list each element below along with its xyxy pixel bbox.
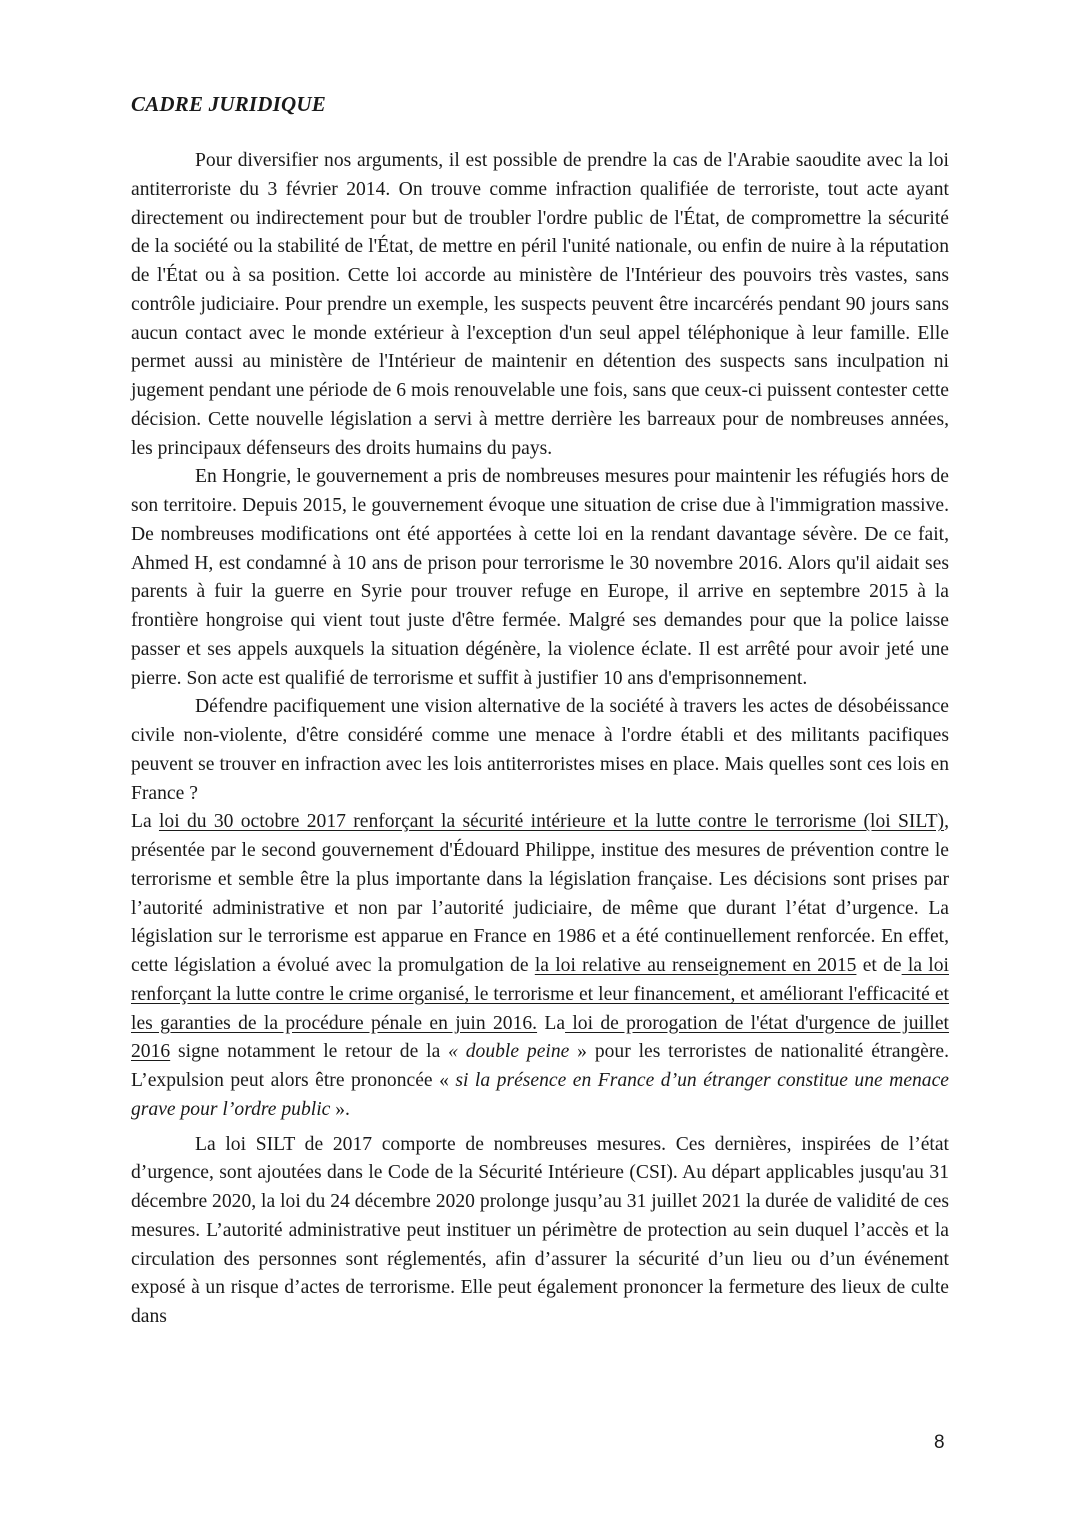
document-body [131, 147, 949, 1332]
quote-double-peine: « double peine [448, 1041, 570, 1063]
page-number: 8 [934, 1432, 945, 1453]
text-segment: ». [330, 1098, 350, 1120]
paragraph-hungary: En Hongrie, le gouvernement a pris de nombreuses mesures pour maintenir les réfugiés hors de son territoire. Depuis 2015, le gouvernement évoque une situation de crise due à l'immigration massive. De nombreuses modifications ont été apportées à cette loi en la rendant davantage sévère. De ce fait, Ahmed H, est condamné à 10 ans de prison pour terrorisme le 30 novembre 2016. Alors qu'il aidait ses parents à fuir la guerre en Syrie pour trouver refuge en Europe, il arrive en septembre 2015 à la frontière hongroise qui vient tout juste d'être fermée. Malgré ses demandes pour que la police laisse passer et ses appels auxquels la situation dégénère, la violence éclate. Il est arrêté pour avoir jeté une pierre. Son acte est qualifié de terrorisme et suffit à justifier 10 ans d'emprisonnement. [131, 466, 949, 689]
law-link-silt-2017[interactable]: loi du 30 octobre 2017 renforçant la sécurité intérieure et la lutte contre le terrorisme (loi SILT) [158, 811, 945, 833]
section-heading: CADRE JURIDIQUE [131, 92, 326, 116]
law-link-crime-organise-2016[interactable]: la loi renforçant la lutte contre le crime organisé, le terrorisme et leur financement, et améliorant l'efficacité et les garanties de la procédure pénale en juin 2016. [131, 955, 949, 1034]
text-segment: , présentée par le second gouvernement d'Édouard Philippe, institue des mesures de prévention contre le terrorisme et semble être la plus importante dans la législation française. Les décisions sont prises par l’autorité administrative et non par l’autorité judiciaire, de même que durant l’état d’urgence. La législation sur le terrorisme est apparue en France en 1986 et a été continuellement renforcée. En effet, cette législation a évolué avec la promulgation de [131, 811, 949, 976]
quote-expulsion: si la présence en France d’un étranger constitue une menace grave pour l’ordre public [131, 1070, 950, 1120]
paragraph-saudi-arabia: Pour diversifier nos arguments, il est possible de prendre la cas de l'Arabie saoudite avec la loi antiterroriste du 3 février 2014. On trouve comme infraction qualifiée de terroriste, tout acte ayant directement ou indirectement pour but de troubler l'ordre public de l'État, de compromettre la sécurité de la société ou la stabilité de l'État, de mettre en péril l'unité nationale, ou enfin de nuire à la réputation de l'État ou à sa position. Cette loi accorde au ministère de l'Intérieur des pouvoirs très vastes, sans contrôle judiciaire. Pour prendre un exemple, les suspects peuvent être incarcérés pendant 90 jours sans aucun contact avec le monde extérieur à l'exception d'un seul appel téléphonique à leur famille. Elle permet aussi au ministère de l'Intérieur de maintenir en détention des suspects sans inculpation ni jugement pendant une période de 6 mois renouvelable une fois, sans que ceux-ci puissent contester cette décision. Cette nouvelle législation a servi à mettre derrière les barreaux pour de nombreuses années, les principaux défenseurs des droits humains du pays. [131, 150, 949, 459]
law-link-renseignement-2015[interactable]: la loi relative au renseignement en 2015 [534, 955, 857, 976]
paragraph-france-laws [131, 808, 949, 1124]
paragraph-nonviolent-disobedience: Défendre pacifiquement une vision alternative de la société à travers les actes de désobéissance civile non-violente, d'être considéré comme une menace à l'ordre établi et des militants pacifiques peuvent se trouver en infraction avec les lois antiterroristes mises en place. Mais quelles sont ces lois en France ? [131, 696, 949, 804]
text-segment: La [537, 1012, 566, 1034]
law-link-etat-urgence-2016[interactable]: loi de prorogation de l'état d'urgence de juillet 2016 [131, 1012, 949, 1063]
text-segment: signe notamment le retour de la [170, 1041, 449, 1063]
paragraph-silt-measures: La loi SILT de 2017 comporte de nombreuses mesures. Ces dernières, inspirées de l’état d’urgence, sont ajoutées dans le Code de la Sécurité Intérieure (CSI). Au départ applicables jusqu'au 31 décembre 2020, la loi du 24 décembre 2020 prolonge jusqu’au 31 juillet 2021 la durée de validité de ces mesures. L’autorité administrative peut instituer un périmètre de protection au sein duquel l’accès et la circulation des personnes sont réglementés, afin d’assurer la sécurité d’un lieu ou d’un événement exposé à un risque d’actes de terrorisme. Elle peut également prononcer la fermeture des lieux de culte dans [131, 1133, 949, 1327]
text-segment: La [131, 811, 159, 833]
text-segment: et de [856, 955, 902, 976]
text-segment: » pour les terroristes de nationalité étrangère. L’expulsion peut alors être prononcée « [131, 1041, 949, 1091]
